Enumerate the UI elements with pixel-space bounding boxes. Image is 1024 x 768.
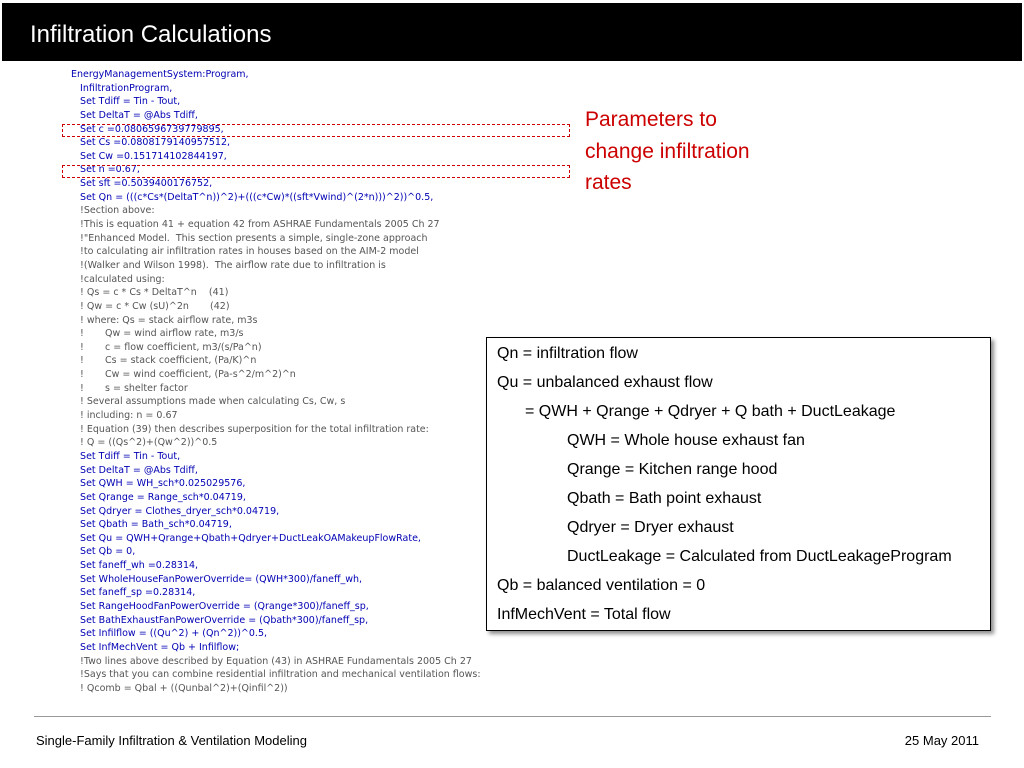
code-line: ! s = shelter factor <box>71 382 188 394</box>
code-line: Set Qu = QWH+Qrange+Qbath+Qdryer+DuctLeakOAMakeupFlowRate, <box>71 532 421 544</box>
code-line: Set c =0.0806596739779895, <box>71 123 224 135</box>
code-line: ! where: Qs = stack airflow rate, m3s <box>71 314 258 326</box>
code-line: Set faneff_wh =0.28314, <box>71 560 199 572</box>
code-line: Set Cs =0.0808179140957512, <box>71 137 231 149</box>
legend-line: Qdryer = Dryer exhaust <box>567 519 734 536</box>
legend-line: InfMechVent = Total flow <box>497 606 671 623</box>
legend-line: Qu = unbalanced exhaust flow <box>497 374 713 391</box>
code-listing <box>71 68 481 695</box>
annotation-line: rates <box>585 171 632 194</box>
code-line: Set RangeHoodFanPowerOverride = (Qrange*300)/faneff_sp, <box>71 600 369 612</box>
legend-line: Qrange = Kitchen range hood <box>567 461 778 478</box>
legend-line: QWH = Whole house exhaust fan <box>567 432 805 449</box>
code-line: !This is equation 41 + equation 42 from ASHRAE Fundamentals 2005 Ch 27 <box>71 219 440 231</box>
legend-line: Qb = balanced ventilation = 0 <box>497 577 706 594</box>
footer-divider <box>34 716 991 717</box>
parameter-highlight-box <box>62 165 570 178</box>
annotation-line: Parameters to <box>585 108 717 131</box>
parameter-highlight-box <box>62 124 570 137</box>
code-line: ! Several assumptions made when calculating Cs, Cw, s <box>71 396 346 408</box>
code-line: Set QWH = WH_sch*0.025029576, <box>71 478 246 490</box>
code-line: ! Qw = wind airflow rate, m3/s <box>71 328 244 340</box>
code-line: Set BathExhaustFanPowerOverride = (Qbath*300)/faneff_sp, <box>71 614 369 626</box>
code-line: ! Cs = stack coefficient, (Pa/K)^n <box>71 355 257 367</box>
annotation-line: change infiltration <box>585 139 750 163</box>
code-line: Set WholeHouseFanPowerOverride= (QWH*300)/faneff_wh, <box>71 573 363 585</box>
code-line: Set Qbath = Bath_sch*0.04719, <box>71 519 232 531</box>
variable-legend-box <box>486 337 991 631</box>
code-line: Set Tdiff = Tin - Tout, <box>71 96 181 108</box>
code-line: !calculated using: <box>71 273 165 285</box>
code-line: ! Cw = wind coefficient, (Pa-s^2/m^2)^n <box>71 369 296 381</box>
code-line: Set Qrange = Range_sch*0.04719, <box>71 491 246 503</box>
code-line: !(Walker and Wilson 1998). The airflow rate due to infiltration is <box>71 259 386 271</box>
code-line: Set Infilflow = ((Qu^2) + (Qn^2))^0.5, <box>71 628 268 640</box>
code-line: !to calculating air infiltration rates in houses based on the AIM-2 model <box>71 246 419 258</box>
code-line: !Section above: <box>71 205 155 217</box>
code-line: Set Qdryer = Clothes_dryer_sch*0.04719, <box>71 505 280 517</box>
code-line: EnergyManagementSystem:Program, <box>71 69 249 80</box>
code-line: ! c = flow coefficient, m3/(s/Pa^n) <box>71 341 262 353</box>
slide-title: Infiltration Calculations <box>30 21 272 48</box>
legend-line: = QWH + Qrange + Qdryer + Q bath + DuctLeakage <box>525 403 896 420</box>
parameters-annotation <box>585 104 750 199</box>
legend-line: Qbath = Bath point exhaust <box>567 490 762 507</box>
code-line: Set Cw =0.151714102844197, <box>71 150 227 162</box>
code-line: Set n =0.67, <box>71 164 140 176</box>
footer-date: 25 May 2011 <box>904 733 979 748</box>
code-line: ! Qcomb = Qbal + ((Qunbal^2)+(Qinfil^2)) <box>71 682 288 694</box>
code-line: ! Q = ((Qs^2)+(Qw^2))^0.5 <box>71 437 218 449</box>
code-line: !"Enhanced Model. This section presents a simple, single-zone approach <box>71 232 428 244</box>
code-line: Set DeltaT = @Abs Tdiff, <box>71 464 198 476</box>
code-line: ! Qw = c * Cw (sU)^2n (42) <box>71 300 230 312</box>
code-line: Set Qn = (((c*Cs*(DeltaT^n))^2)+(((c*Cw)*((sft*Vwind)^(2*n)))^2))^0.5, <box>71 191 434 203</box>
code-line: ! including: n = 0.67 <box>71 410 178 422</box>
code-line: Set InfMechVent = Qb + Infilflow; <box>71 641 240 653</box>
code-line: !Two lines above described by Equation (43) in ASHRAE Fundamentals 2005 Ch 27 <box>71 655 472 667</box>
code-line: Set Tdiff = Tin - Tout, <box>71 450 181 462</box>
code-line: Set Qb = 0, <box>71 546 136 558</box>
legend-line: DuctLeakage = Calculated from DuctLeakageProgram <box>567 548 952 565</box>
code-line: Set faneff_sp =0.28314, <box>71 587 196 599</box>
code-line: !Says that you can combine residential infiltration and mechanical ventilation flows: <box>71 669 481 681</box>
code-line: ! Qs = c * Cs * DeltaT^n (41) <box>71 287 229 299</box>
code-line: ! Equation (39) then describes superposition for the total infiltration rate: <box>71 423 429 435</box>
legend-line: Qn = infiltration flow <box>497 345 638 362</box>
code-line: Set DeltaT = @Abs Tdiff, <box>71 109 198 121</box>
code-line: Set sft =0.5039400176752, <box>71 178 213 190</box>
code-line: InfiltrationProgram, <box>71 82 173 94</box>
footer-presentation-title: Single-Family Infiltration & Ventilation Modeling <box>36 733 307 748</box>
